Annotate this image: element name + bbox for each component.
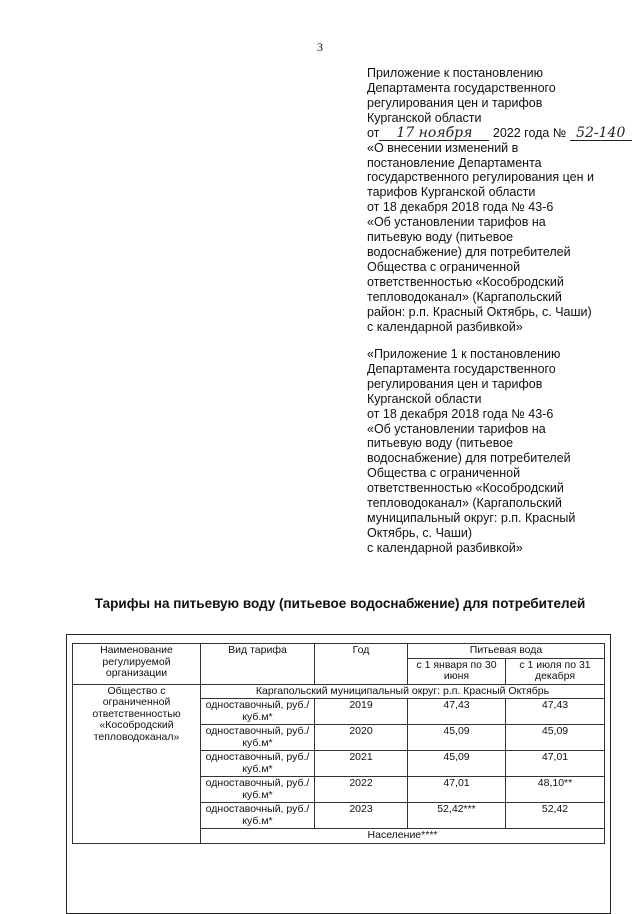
header-tariff-type: Вид тарифа (201, 644, 315, 685)
appendix-line: ответственностью «Кособродский (367, 274, 564, 289)
tariff-type-cell: одноставочный, руб./куб.м* (201, 777, 315, 803)
table-header-row (73, 644, 605, 659)
appendix-line: «О внесении изменений в (367, 140, 519, 155)
tariff-first-half-cell: 47,01 (408, 777, 506, 803)
appendix-line: муниципальный округ: р.п. Красный (367, 510, 576, 525)
header-year: Год (315, 644, 408, 685)
appendix-line: Октябрь, с. Чаши) (367, 525, 473, 540)
tariff-type-cell: одноставочный, руб./куб.м* (201, 725, 315, 751)
year-text: 2022 года № (492, 125, 567, 140)
appendix-line: район: р.п. Красный Октябрь, с. Чаши) (367, 304, 592, 319)
tariff-type-cell: одноставочный, руб./куб.м* (201, 699, 315, 725)
appendix-line: с календарной разбивкой» (367, 319, 523, 334)
year-cell: 2022 (315, 777, 408, 803)
tariff-first-half-cell: 52,42*** (408, 803, 506, 829)
organization-name-cell: Общество с ограниченной ответственностью «Кособродский тепловодоканал» (73, 684, 201, 843)
appendix-line: государственного регулирования цен и (367, 170, 594, 185)
appendix-line: водоснабжение) для потребителей (367, 451, 571, 466)
appendix-line: Курганской области (367, 110, 482, 125)
appendix-line: Департамента государственного (367, 80, 556, 95)
appendix-line: постановление Департамента (367, 155, 542, 170)
tariff-second-half-cell: 52,42 (506, 803, 605, 829)
appendix-line: питьевую воду (питьевое (367, 230, 514, 245)
tariff-type-cell: одноставочный, руб./куб.м* (201, 803, 315, 829)
tariff-second-half-cell: 45,09 (506, 725, 605, 751)
date-prefix: от (367, 125, 380, 140)
appendix-original-header-block (367, 347, 617, 556)
tariff-first-half-cell: 45,09 (408, 751, 506, 777)
year-cell: 2020 (315, 725, 408, 751)
appendix-line: от 18 декабря 2018 года № 43-6 (367, 406, 554, 421)
appendix-line: регулирования цен и тарифов (367, 376, 543, 391)
section-population: Население**** (201, 829, 605, 844)
appendix-line: тепловодоканал» (Каргапольский (367, 496, 562, 511)
appendix-line: «Об установлении тарифов на (367, 421, 546, 436)
appendix-line: от 18 декабря 2018 года № 43-6 (367, 200, 554, 215)
appendix-line: тарифов Курганской области (367, 185, 536, 200)
appendix-line: Общества с ограниченной (367, 259, 521, 274)
appendix-line: Департамента государственного (367, 361, 556, 376)
appendix-line: водоснабжение) для потребителей (367, 244, 571, 259)
tariff-table (72, 643, 605, 844)
resolution-date-line (367, 124, 626, 141)
appendix-line: тепловодоканал» (Каргапольский (367, 289, 562, 304)
year-cell: 2023 (315, 803, 408, 829)
tariff-type-cell: одноставочный, руб./куб.м* (201, 751, 315, 777)
header-period-second-half: с 1 июля по 31 декабря (506, 658, 605, 684)
tariff-first-half-cell: 45,09 (408, 725, 506, 751)
appendix-header-block (367, 66, 626, 334)
appendix-line: Приложение к постановлению (367, 66, 543, 80)
header-organization: Наименование регулируемой организации (73, 644, 201, 685)
handwritten-date: 17 ноября (379, 127, 489, 141)
table-section-row (73, 684, 605, 699)
document-title: Тарифы на питьевую воду (питьевое водоснабжение) для потребителей (94, 596, 586, 611)
year-cell: 2019 (315, 699, 408, 725)
tariff-second-half-cell: 47,01 (506, 751, 605, 777)
appendix-line: «Об установлении тарифов на (367, 215, 546, 230)
handwritten-number: 52-140 (570, 127, 632, 141)
appendix-line: регулирования цен и тарифов (367, 95, 543, 110)
header-period-first-half: с 1 января по 30 июня (408, 658, 506, 684)
tariff-first-half-cell: 47,43 (408, 699, 506, 725)
tariff-second-half-cell: 48,10** (506, 777, 605, 803)
appendix-line: питьевую воду (питьевое (367, 436, 514, 451)
appendix-line: Общества с ограниченной (367, 466, 521, 481)
tariff-second-half-cell: 47,43 (506, 699, 605, 725)
header-drinking-water: Питьевая вода (408, 644, 605, 659)
section-territory: Каргапольский муниципальный округ: р.п. Красный Октябрь (201, 684, 605, 699)
appendix-line: Курганской области (367, 391, 482, 406)
appendix-line: «Приложение 1 к постановлению (367, 347, 561, 361)
year-cell: 2021 (315, 751, 408, 777)
appendix-line: с календарной разбивкой» (367, 540, 523, 555)
appendix-line: ответственностью «Кособродский (367, 481, 564, 496)
page-number: 3 (317, 40, 323, 54)
